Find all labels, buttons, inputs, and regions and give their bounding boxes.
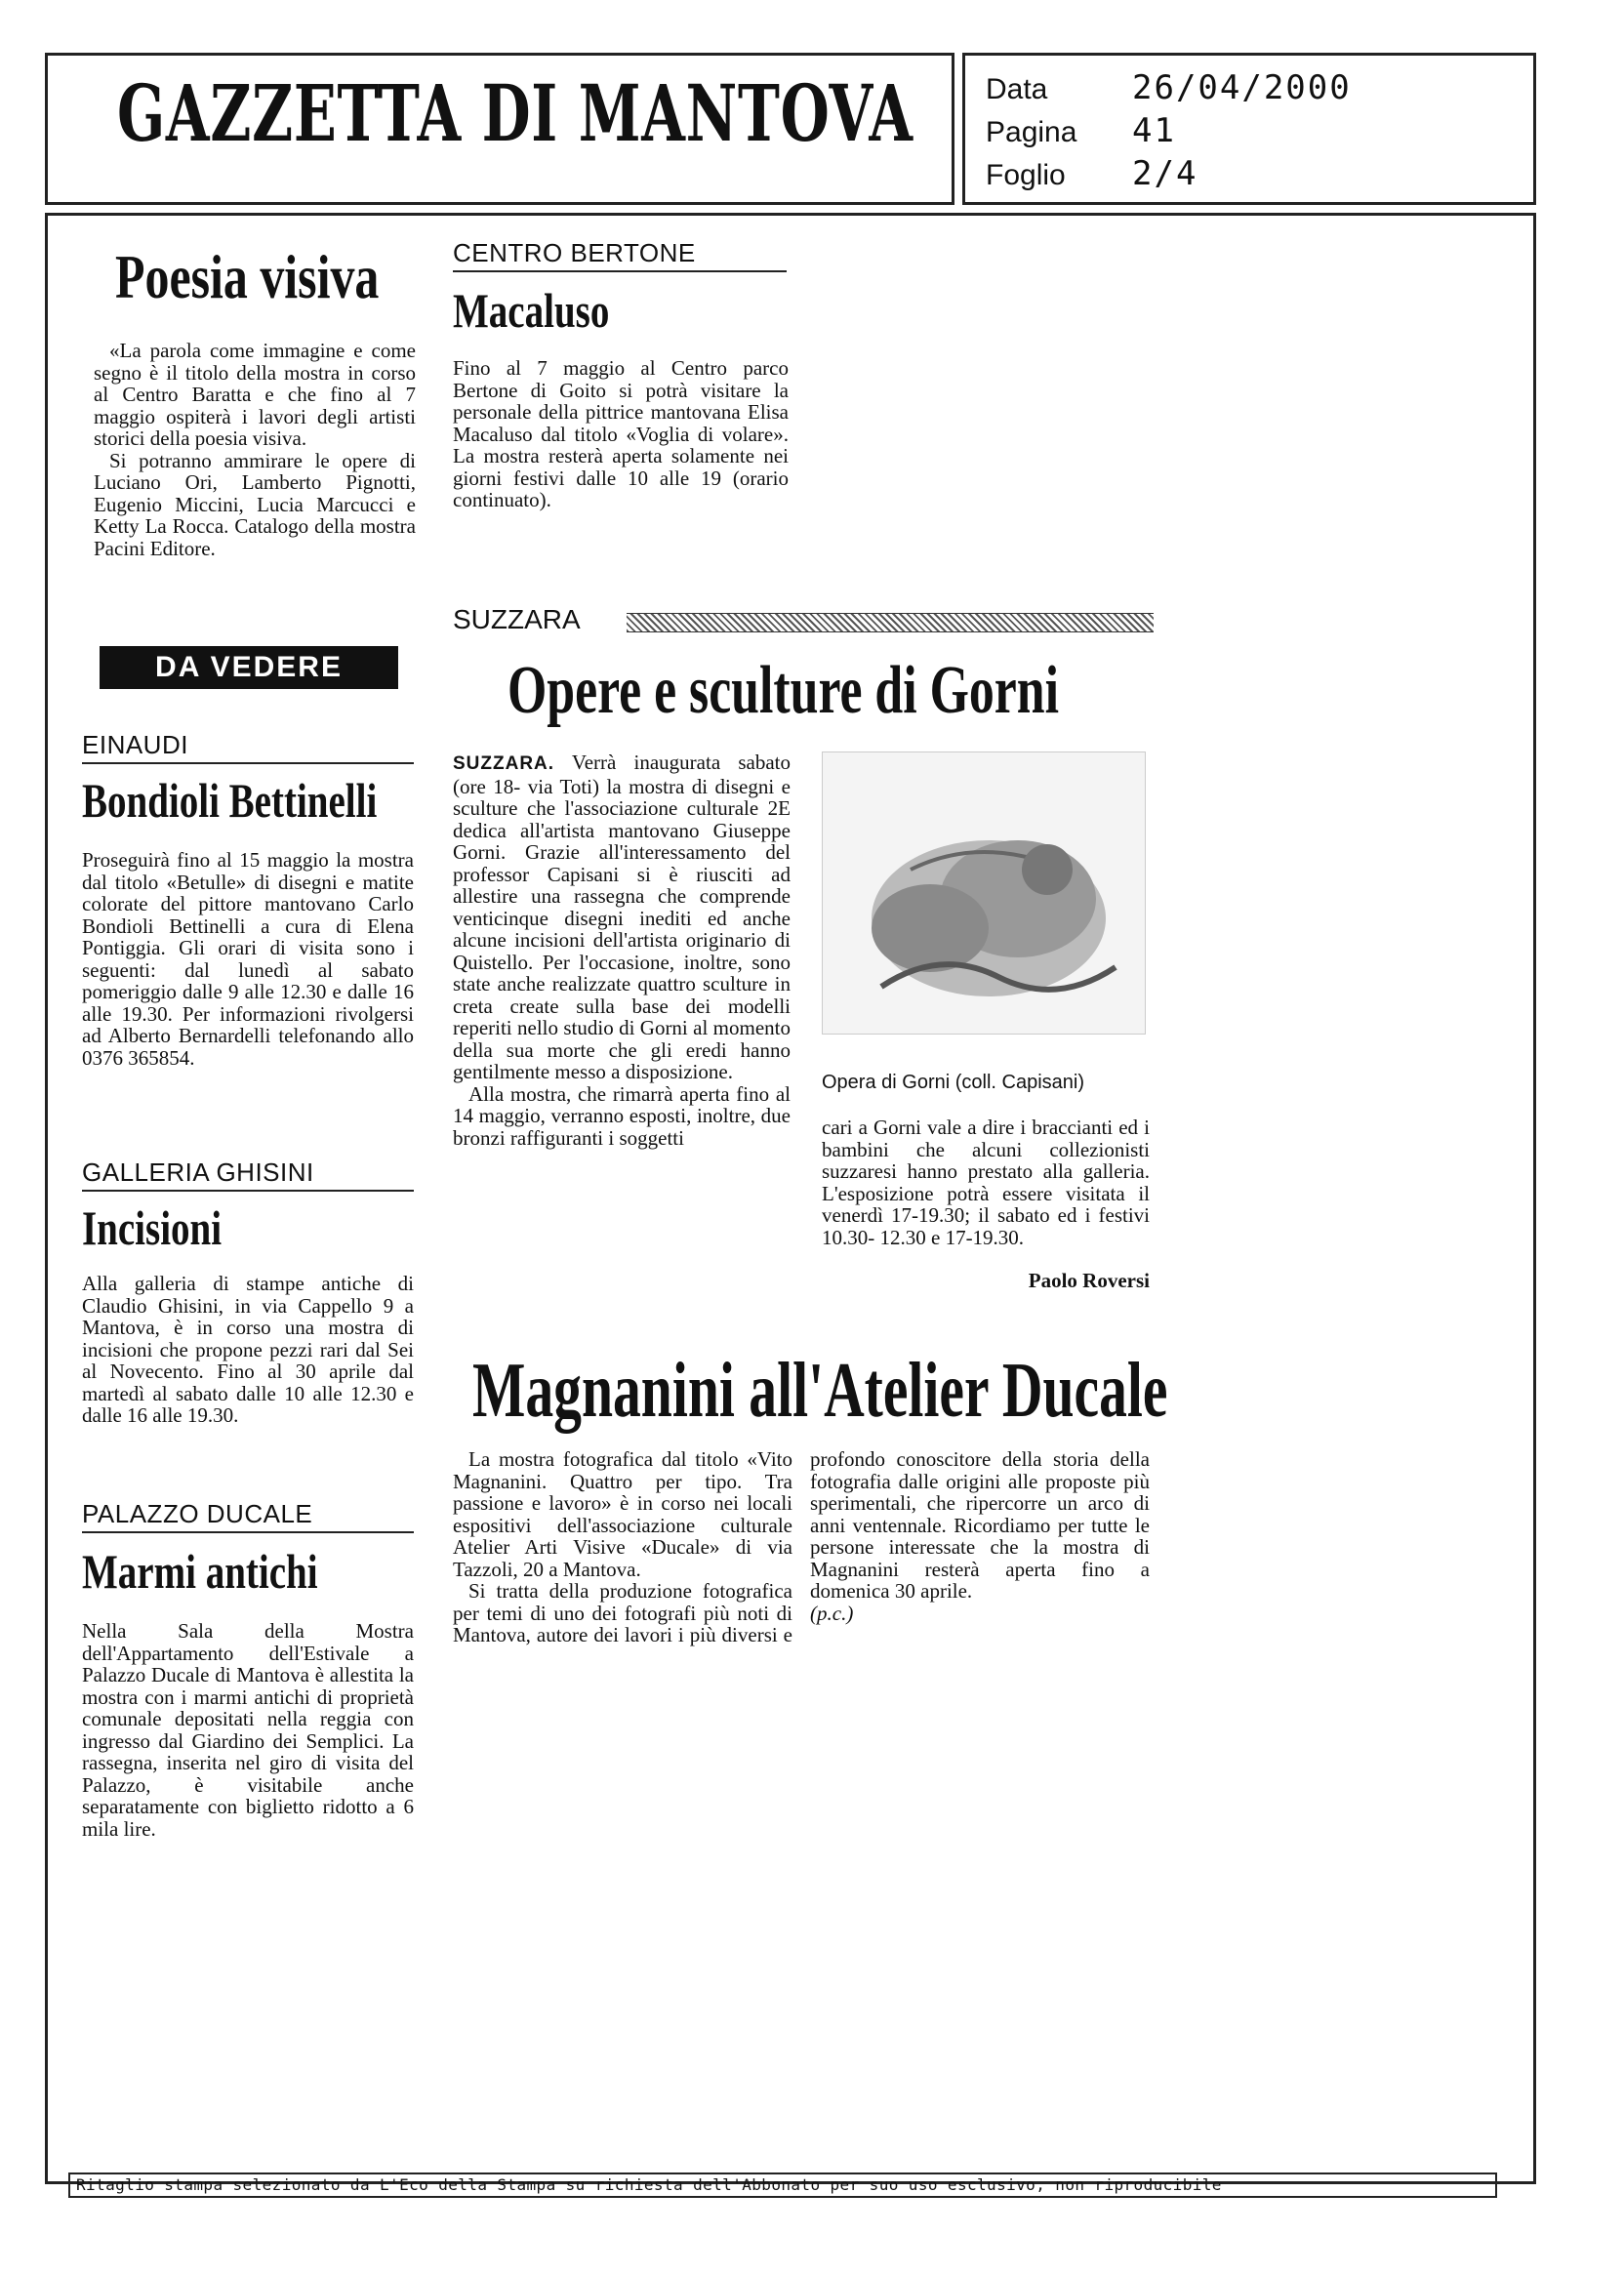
meta-sheet: [986, 152, 1513, 195]
ducale-kicker: PALAZZO DUCALE: [82, 1499, 414, 1533]
suzzara-rule: [627, 613, 1154, 632]
bertone-paragraph-1: Fino al 7 maggio al Centro parco Bertone di Goito si potrà visitare la personale della pittrice mantovana Elisa Macaluso dal titolo «Voglia di volare». La mostra resterà aperta solamente nei giorni festivi dalle 10 alle 19 (orario continuato).: [453, 356, 789, 511]
gorni-paragraph-2: Alla mostra, che rimarrà aperta fino al 14 maggio, verranno esposti, inoltre, due bronzi raffiguranti i soggetti: [453, 1081, 791, 1150]
magnanini-paragraph-1: La mostra fotografica dal titolo «Vito Magnanini. Quattro per tipo. Tra passione e lavoro» è in corso nei locali espositivi dell'associazione culturale Atelier Arti Visive «Ducale» di via Tazzoli, 20 a Mantova.: [453, 1447, 792, 1581]
date-value: 26/04/2000: [1132, 68, 1352, 107]
bertone-title: Macaluso: [453, 283, 610, 338]
einaudi-title: Bondioli Bettinelli: [82, 773, 378, 828]
gorni-photo-caption: Opera di Gorni (coll. Capisani): [822, 1072, 1084, 1093]
gorni-body-col1: [453, 751, 791, 1149]
sheet-value: 2/4: [1132, 154, 1198, 193]
bertone-kicker: CENTRO BERTONE: [453, 238, 787, 272]
poesia-body: [94, 340, 416, 559]
gorni-paragraph-3: cari a Gorni vale a dire i braccianti ed i bambini che alcuni collezionisti suzzaresi hanno prestato alla galleria. L'esposizione potrà essere visitata il venerdì 17-19.30; il sabato ed i festivi 10.30- 12.30 e 17-19.30.: [822, 1116, 1150, 1249]
magnanini-paragraph-2: Si tratta della produzione fotografica per temi di uno dei fotografi più noti di Mantova, autore dei lavori i più diversi e profondo conoscitore della storia della fotografia dalle origini alle proposte più sperimentali, che ripercorre un arco di anni ventennale. Ricordiamo per tutte le persone interessate che la mostra di Magnanini resterà aperta fino a domenica 30 aprile.: [453, 1447, 1150, 1646]
meta-page: [986, 109, 1513, 152]
magnanini-body: [453, 1448, 1150, 1646]
ghisini-paragraph-1: Alla galleria di stampe antiche di Claudio Ghisini, in via Cappello 9 a Mantova, è in corso una mostra di incisioni che propone pezzi rari dal Sei al Novecento. Fino al 30 aprile dal martedì al sabato dalle 10 alle 12.30 e dalle 16 alle 19.30.: [82, 1272, 414, 1427]
bertone-body: [453, 357, 789, 511]
gorni-dateline: SUZZARA.: [453, 753, 555, 774]
poesia-paragraph-2: Si potranno ammirare le opere di Luciano Ori, Lamberto Pignotti, Eugenio Miccini, Lucia Marcucci e Ketty La Rocca. Catalogo della mostra Pacini Editore.: [94, 448, 416, 560]
einaudi-body: [82, 849, 414, 1069]
ducale-paragraph-1: Nella Sala della Mostra dell'Appartamento dell'Estivale a Palazzo Ducale di Mantova è allestita la mostra con i marmi antichi di proprietà comunale depositati nella reggia con ingresso dal Giardino dei Semplici. La rassegna, inserita nel giro di visita del Palazzo, è visitabile anche separatamente con biglietto ridotto a 6 mila lire.: [82, 1619, 414, 1841]
ducale-title: Marmi antichi: [82, 1544, 318, 1599]
masthead: GAZZETTA DI MANTOVA: [117, 67, 914, 159]
einaudi-paragraph-1: Proseguirà fino al 15 maggio la mostra dal titolo «Betulle» di disegni e matite colorate del pittore mantovano Carlo Bondioli Bettinelli a cura di Elena Pontiggia. Gli orari di visita sono i seguenti: dal lunedì al sabato pomeriggio dalle 9 alle 12.30 e dalle 16 alle 19.30. Per informazioni rivolgersi ad Alberto Bernardelli telefonando allo 0376 365854.: [82, 848, 414, 1070]
poesia-title: Poesia visiva: [115, 242, 380, 311]
meta-date: [986, 66, 1513, 109]
gorni-paragraph-1: [453, 751, 791, 1083]
suzzara-kicker: SUZZARA: [453, 604, 581, 634]
poesia-paragraph-1: «La parola come immagine e come segno è il titolo della mostra in corso al Centro Baratta e che fino al 7 maggio ospiterà i lavori degli artisti storici della poesia visiva.: [94, 339, 416, 450]
gorni-artwork-photo: [822, 751, 1146, 1035]
gorni-body-col2: [822, 1117, 1150, 1248]
gorni-title: Opere e sculture di Gorni: [508, 653, 1059, 728]
magnanini-title: Magnanini all'Atelier Ducale: [472, 1348, 1168, 1434]
ghisini-body: [82, 1273, 414, 1427]
ghisini-kicker: GALLERIA GHISINI: [82, 1157, 414, 1192]
page-label: Pagina: [986, 116, 1077, 148]
ducale-body: [82, 1620, 414, 1840]
gorni-paragraph-1-text: Verrà inaugurata sabato (ore 18- via Toti) la mostra di disegni e sculture che l'associazione culturale 2E dedica all'artista mantovano Giuseppe Gorni. Grazie all'interessamento del professor Capisani si è riusciti ad allestire una rassegna che comprende venticinque disegni inediti ed anche alcune incisioni dell'artista originario di Quistello. Per l'occasione, inoltre, sono state anche realizzate quattro sculture in creta create sulla base dei modelli reperiti nello studio di Gorni al momento della sua morte che gli eredi hanno gentilmente messo a disposizione.: [453, 751, 791, 1083]
da-vedere-banner: DA VEDERE: [100, 646, 398, 689]
footer-disclaimer: Ritaglio stampa selezionato da L'Eco della Stampa su richiesta dell'Abbonato per suo uso esclusivo, non riproducibile: [68, 2172, 1497, 2198]
page-value: 41: [1132, 111, 1176, 150]
gorni-byline: Paolo Roversi: [1028, 1269, 1150, 1292]
magnanini-signature: (p.c.): [810, 1601, 854, 1625]
date-label: Data: [986, 73, 1048, 105]
gorni-artwork-illustration: [823, 752, 1146, 1035]
ghisini-title: Incisioni: [82, 1200, 223, 1255]
einaudi-kicker: EINAUDI: [82, 730, 414, 764]
sheet-label: Foglio: [986, 159, 1066, 191]
